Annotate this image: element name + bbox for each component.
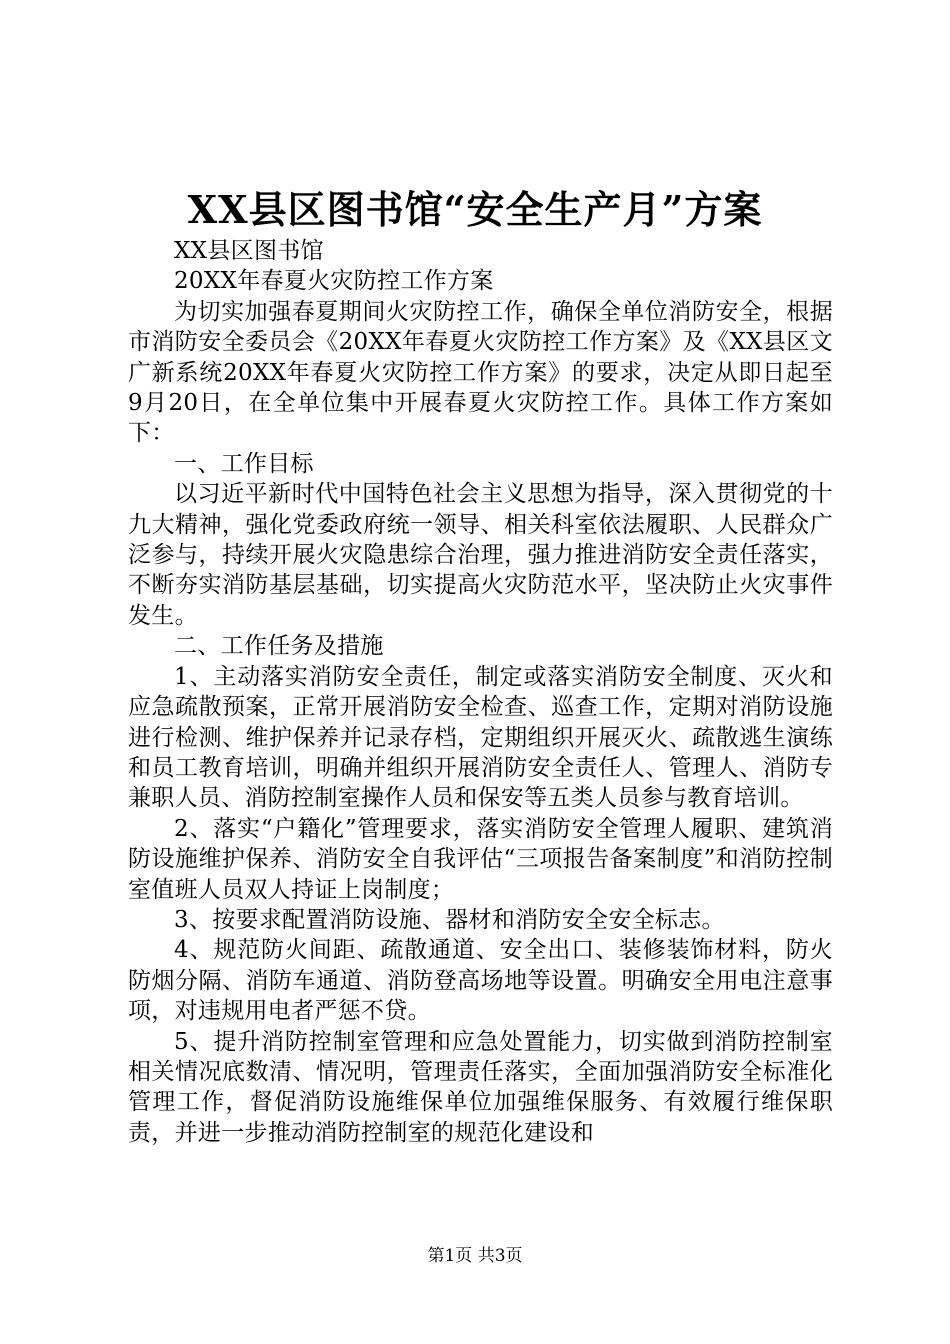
paragraph-plan-name: 20XX年春夏火灾防控工作方案 — [174, 268, 494, 295]
paragraph-work-goal: 以习近平新时代中国特色社会主义思想为指导，深入贯彻党的十九大精神，强化党委政府统一领导、相关科室依法履职、人民群众广泛参与，持续开展火灾隐患综合治理，强力推进消防安全责任落实，不断夯实消防基层基础，切实提高火灾防范水平，坚决防止火灾事件发生。 — [128, 481, 833, 629]
paragraph-task-2: 2、落实“户籍化”管理要求，落实消防安全管理人履职、建筑消防设施维护保养、消防安全自我评估“三项报告备案制度”和消防控制室值班人员双人持证上岗制度； — [128, 815, 833, 903]
paragraph-task-1: 1、主动落实消防安全责任，制定或落实消防安全制度、灭火和应急疏散预案，正常开展消防安全检查、巡查工作，定期对消防设施进行检测、维护保养并记录存档，定期组织开展灭火、疏散逃生演练和员工教育培训，明确并组织开展消防安全责任人、管理人、消防专兼职人员、消防控制室操作人员和保安等五类人员参与教育培训。 — [128, 663, 833, 812]
document-body — [128, 236, 833, 1148]
paragraph-intro: 为切实加强春夏期间火灾防控工作，确保全单位消防安全，根据市消防安全委员会《20XX年春夏火灾防控工作方案》及《XX县区文广新系统20XX年春夏火灾防控工作方案》的要求，决定从即日起至9月20日，在全单位集中开展春夏火灾防控工作。具体工作方案如下： — [128, 298, 833, 447]
paragraph-task-5: 5、提升消防控制室管理和应急处置能力，切实做到消防控制室相关情况底数清、情况明，管理责任落实，全面加强消防安全标准化管理工作，督促消防设施维保单位加强维保服务、有效履行维保职责，并进一步推动消防控制室的规范化建设和 — [128, 1028, 833, 1146]
paragraph-task-4: 4、规范防火间距、疏散通道、安全出口、装修装饰材料，防火防烟分隔、消防车通道、消防登高场地等设置。明确安全用电注意事项，对违规用电者严惩不贷。 — [128, 937, 833, 1025]
heading-tasks-measures: 二、工作任务及措施 — [174, 633, 384, 660]
page-number-footer: 第1页 共3页 — [427, 1246, 523, 1266]
document-title: XX县区图书馆“安全生产月”方案 — [187, 187, 763, 232]
paragraph-task-3: 3、按要求配置消防设施、器材和消防安全安全标志。 — [174, 906, 725, 933]
paragraph-organization: XX县区图书馆 — [174, 238, 324, 264]
heading-work-goal: 一、工作目标 — [174, 450, 314, 477]
